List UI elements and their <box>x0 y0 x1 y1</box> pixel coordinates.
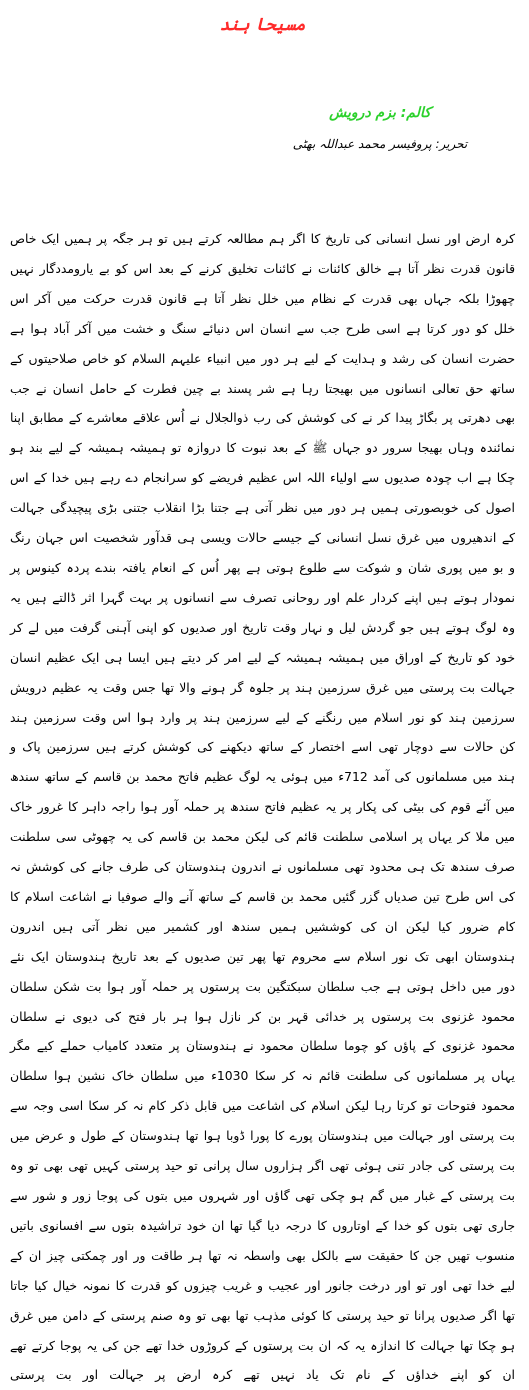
byline <box>245 102 515 154</box>
article-paragraph: کرہ ارض اور نسل انسانی کی تاریخ کا اگر ہم مطالعہ کرتے ہیں تو ہر جگہ پر ہمیں ایک خاص قانون قدرت نظر آتا ہے خالق کائنات نے کائنات تخلیق کرنے کے بعد اس کو بے یارومددگار نہیں چھوڑا بلکہ جہاں بھی قدرت کے نظام میں خلل نظر آتا ہے قانون قدرت حرکت میں آکر اس خلل کو دور کرتا ہے اسی طرح جب سے انسان اس دنیائے سنگ و خشت میں آکر آباد ہوا ہے حضرت انسان کی رشد و ہدایت کے لیے ہر دور میں انبیاء علیہم السلام کو خاص صلاحیتوں کے ساتھ حق تعالی انسانوں میں بھیجتا رہا ہے شر پسند بے چین فطرت کے حامل انسان نے جب بھی دھرتی پر بگاڑ پیدا کر نے کی کوشش کی رب ذوالجلال نے اُس علاقے معاشرے کے مطابق اپنا نمائندہ وہاں بھیجا سرور دو جہاں ﷺ کے بعد نبوت کا دروازہ تو ہمیشہ ہمیشہ کے لیے بند ہو چکا ہے اب چودہ صدیوں سے اولیاء اللہ اس عظیم فریضے کو سرانجام دے رہے ہیں خدا کے اس اصول کی خوبصورتی ہمیں ہر دور میں نظر آتی ہے جتنا بڑا انقلاب جتنی بڑی پیچیدگی جہالت کے اندھیروں میں غرق نسل انسانی کے جیسے حالات ویسی ہی قدآور شخصیت اس جہان رنگ و بو میں پوری شان و شوکت سے طلوع ہوتی ہے پھر اُس کے انعام یافتہ بندے پردہ کینوس پر نمودار ہوتے ہیں اپنے کردار علم اور روحانی تصرف سے انسانوں پر بہت گہرا اثر ڈالتے ہیں یہ وہ لوگ ہوتے ہیں جو گردش لیل و نہار وقت تاریخ اور صدیوں کو اپنی آہنی گرفت میں لے کر خود کو تاریخ کے اوراق میں ہمیشہ ہمیشہ کے لیے امر کر دیتے ہیں ایسا ہی ایک عظیم انسان جہالت بت پرستی میں غرق سرزمین ہند پر جلوہ گر ہونے والا تھا جس وقت یہ عظیم درویش سرزمین ہند کو نور اسلام میں رنگنے کے لیے سرزمین ہند پر وارد ہوا اس وقت سرزمین ہند کن حالات سے دوچار تھی اسے اختصار کے ساتھ دیکھنے کی کوشش کرتے ہیں سرزمین پاک و ہند میں مسلمانوں کی آمد 712ء میں ہوئی یہ لوگ عظیم فاتح محمد بن قاسم کے ساتھ سندھ میں آئے قوم کی بیٹی کی پکار پر یہ عظیم فاتح سندھ پر حملہ آور ہوا راجہ داہر کا غرور خاک میں ملا کر یہاں پر اسلامی سلطنت قائم کی لیکن محمد بن قاسم کی یہ چھوٹی سی سلطنت صرف سندھ تک ہی محدود تھی مسلمانوں نے اندرون ہندوستان کی طرف جانے کی کوشش نہ کی اس طرح تین صدیاں گزر گئیں محمد بن قاسم کے ساتھ آنے والے صوفیا نے اشاعت اسلام کا کام ضرور کیا لیکن ان کی کوششیں ہمیں سندھ اور کشمیر میں نظر آتی ہیں اندرون ہندوستان ابھی تک نور اسلام سے محروم تھا پھر تین صدیوں کے بعد تاریخ ہندوستان ایک نئے دور میں داخل ہوتی ہے جب سلطان سبکتگین بت پرستوں پر حملہ آور ہوا بت شکن سلطان محمود غزنوی بت پرستوں پر خدائی قہر بن کر نازل ہوا ہر بار فتح کی دیوی نے سلطان محمود غزنوی کے پاؤں کو چوما سلطان محمود نے ہندوستان پر متعدد کامیاب حملے کیے مگر یہاں پر مسلمانوں کی سلطنت قائم نہ کر سکا 1030ء میں سلطان خاک نشین ہوا سلطان محمود فتوحات تو کرتا رہا لیکن اسلام کی اشاعت میں قابل ذکر کام نہ کر سکا اسی وجہ سے بت پرستی اور جہالت میں ہندوستان پورے کا پورا ڈوبا ہوا تھا ہندوستان کے طول و عرض میں بت پرستی کی جادر تنی ہوئی تھی اگر ہزاروں سال پرانی تو حید پرستی کہیں تھی بھی تو وہ بت پرستی کے غبار میں گم ہو چکی تھی گاؤں اور شہروں میں بتوں کی پوجا زور و شور سے جاری تھی بتوں کو خدا کے اوتاروں کا درجہ دیا گیا تھا ان خود تراشیدہ بتوں سے افسانوی باتیں منسوب تھیں جن کا حقیقت سے بالکل بھی واسطہ نہ تھا ہر طاقت ور اور چمکتی چیز ان کے لیے خدا تھی اور تو اور درخت جانور اور عجیب و غریب چیزوں کو قدرت کا نمونہ خیال کیا جاتا تھا اگر صدیوں پرانا تو حید پرستی کا کوئی مذہب تھا بھی تو وہ صنم پرستی کے دامن میں غرق ہو چکا تھا جہالت کا اندازہ یہ کہ ان بت پرستوں کے کروڑوں خدا تھے جن کی یہ پوجا کرتے تھے ان کو اپنے خداؤں کے نام تک یاد نہیں تھے کرہ ارض پر جہالت اور بت پرستی <box>10 231 515 1383</box>
column-name: کالم: بزم درویش <box>329 105 431 121</box>
author-name: تحریر: پروفیسر محمد عبداللہ بھٹی <box>292 137 468 151</box>
article-body <box>10 224 515 1383</box>
article-title: مسیحا ہند <box>219 15 306 35</box>
